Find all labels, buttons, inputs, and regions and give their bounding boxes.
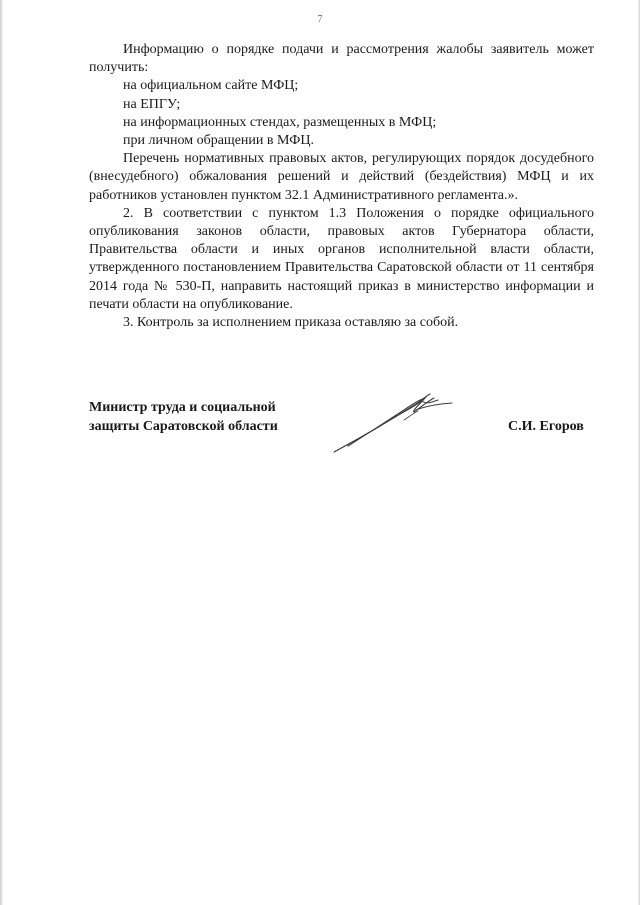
paragraph-complaint-info: Информацию о порядке подачи и рассмотрения жалобы заявитель может получить:	[89, 42, 594, 76]
handwritten-signature	[330, 386, 460, 463]
signatory-position-line-1: Министр труда и социальной	[89, 400, 276, 415]
list-item-official-site: на официальном сайте МФЦ;	[123, 78, 299, 94]
paragraph-control: 3. Контроль за исполнением приказа оставляю за собой.	[123, 315, 459, 331]
signatory-position	[89, 398, 278, 436]
paragraph-legal-acts: Перечень нормативных правовых актов, регулирующих порядок досудебного (внесудебного) обжалования решений и действий (бездействия) МФЦ и их работников установлен пунктом 32.1 Административного регламента.».	[89, 151, 594, 203]
signature-strokes	[330, 386, 460, 458]
paragraph-publication: 2. В соответствии с пунктом 1.3 Положения о порядке официального опубликования законов области, правовых актов Губернатора области, Правительства области и иных органов исполнительной власти области, утвержденного постановлением Правительства Саратовской области от 11 сентября 2014 года № 530-П, направить настоящий приказ в министерство информации и печати области на опубликование.	[89, 205, 594, 312]
signatory-position-line-2: защиты Саратовской области	[89, 419, 278, 434]
list-item-info-stands: на информационных стендах, размещенных в МФЦ;	[123, 114, 437, 130]
signer-name: С.И. Егоров	[508, 419, 584, 434]
document-body	[89, 41, 594, 332]
list-item-personal-visit: при личном обращении в МФЦ.	[123, 133, 314, 149]
page-number: 7	[317, 14, 323, 25]
list-item-epgu: на ЕПГУ;	[123, 96, 181, 112]
scan-edge-left	[0, 0, 3, 905]
